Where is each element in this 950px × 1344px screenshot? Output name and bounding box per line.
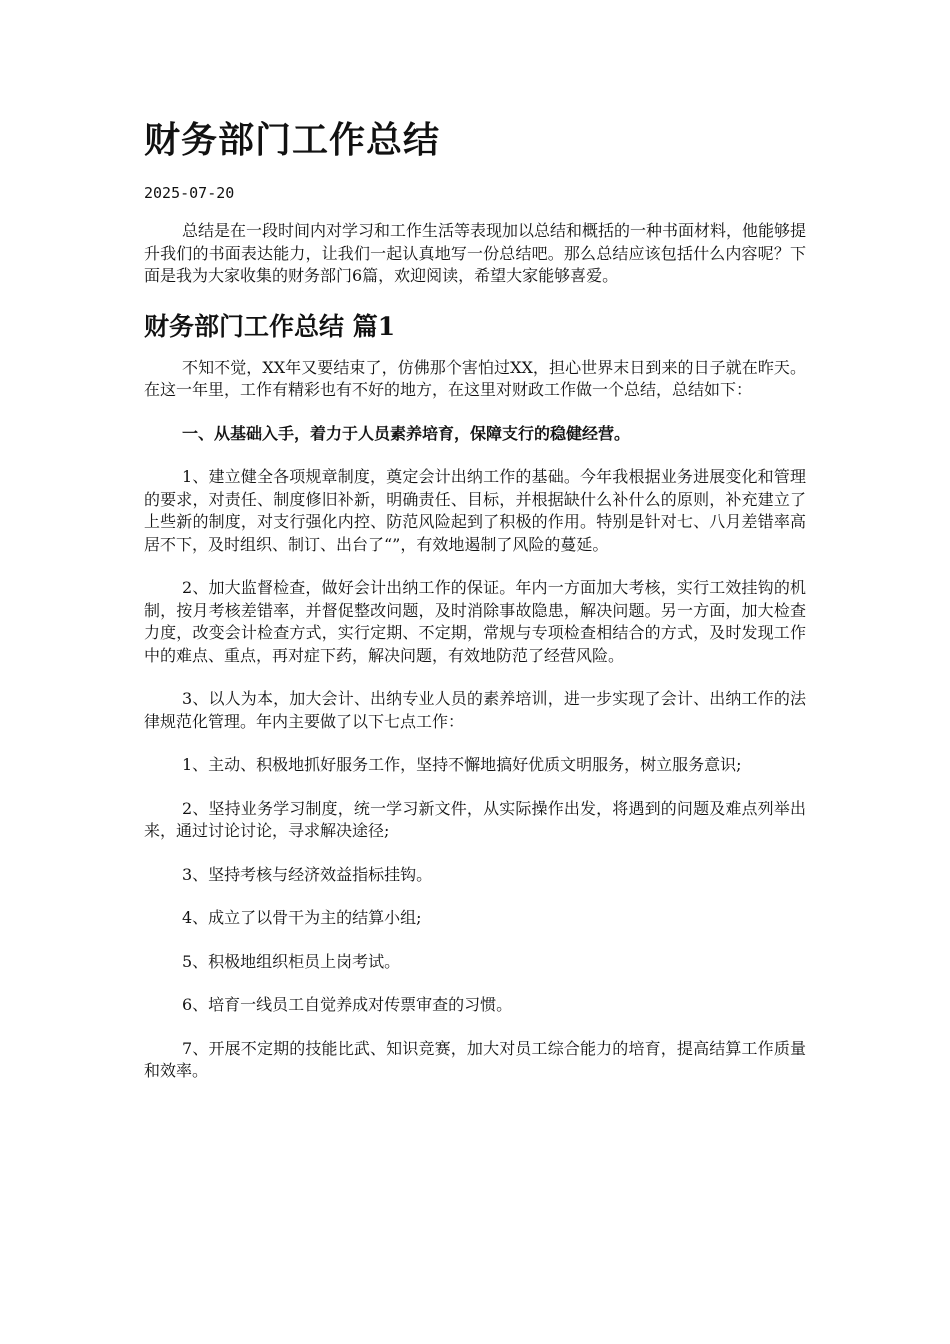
intro-section [144, 220, 806, 288]
paragraph: 3、以人为本，加大会计、出纳专业人员的素养培训，进一步实现了会计、出纳工作的法律规范化管理。年内主要做了以下七点工作： [144, 689, 806, 731]
list-item: 2、坚持业务学习制度，统一学习新文件，从实际操作出发，将遇到的问题及难点列举出来，通过讨论讨论，寻求解决途径; [144, 798, 806, 840]
document-title: 财务部门工作总结 [144, 119, 441, 161]
list-item: 4、成立了以骨干为主的结算小组; [182, 908, 422, 927]
list-item: 7、开展不定期的技能比武、知识竞赛，加大对员工综合能力的培育，提高结算工作质量和效率。 [144, 1038, 806, 1080]
list-item: 6、培育一线员工自觉养成对传票审查的习惯。 [182, 995, 513, 1014]
list-item: 1、主动、积极地抓好服务工作，坚持不懈地搞好优质文明服务，树立服务意识; [182, 755, 742, 774]
subsection-heading: 一、从基础入手，着力于人员素养培育，保障支行的稳健经营。 [182, 423, 631, 443]
paragraph: 不知不觉，XX年又要结束了，仿佛那个害怕过XX，担心世界末日到来的日子就在昨天。在这一年里，工作有精彩也有不好的地方，在这里对财政工作做一个总结，总结如下： [144, 357, 806, 399]
list-item: 5、积极地组织柜员上岗考试。 [182, 951, 401, 971]
document-date: 2025-07-20 [144, 184, 235, 202]
section-1 [144, 309, 806, 1083]
section-heading: 财务部门工作总结 篇1 [144, 311, 396, 341]
paragraph: 1、建立健全各项规章制度，奠定会计出纳工作的基础。今年我根据业务进展变化和管理的要求，对责任、制度修旧补新，明确责任、目标，并根据缺什么补什么的原则，补充建立了上些新的制度，对支行强化内控、防范风险起到了积极的作用。特别是针对七、八月差错率高居不下，及时组织、制订、出台了“”，有效地遏制了风险的蔓延。 [144, 467, 806, 554]
intro-paragraph: 总结是在一段时间内对学习和工作生活等表现加以总结和概括的一种书面材料，他能够提升我们的书面表达能力，让我们一起认真地写一份总结吧。那么总结应该包括什么内容呢？下面是我为大家收集的财务部门6篇，欢迎阅读，希望大家能够喜爱。 [144, 221, 807, 285]
paragraph: 2、加大监督检查，做好会计出纳工作的保证。年内一方面加大考核，实行工效挂钩的机制，按月考核差错率，并督促整改问题，及时消除事故隐患，解决问题。另一方面，加大检查力度，改变会计检查方式，实行定期、不定期，常规与专项检查相结合的方式，及时发现工作中的难点、重点，再对症下药，解决问题，有效地防范了经营风险。 [144, 578, 806, 665]
list-item: 3、坚持考核与经济效益指标挂钩。 [182, 864, 433, 884]
document-page [144, 112, 806, 1104]
